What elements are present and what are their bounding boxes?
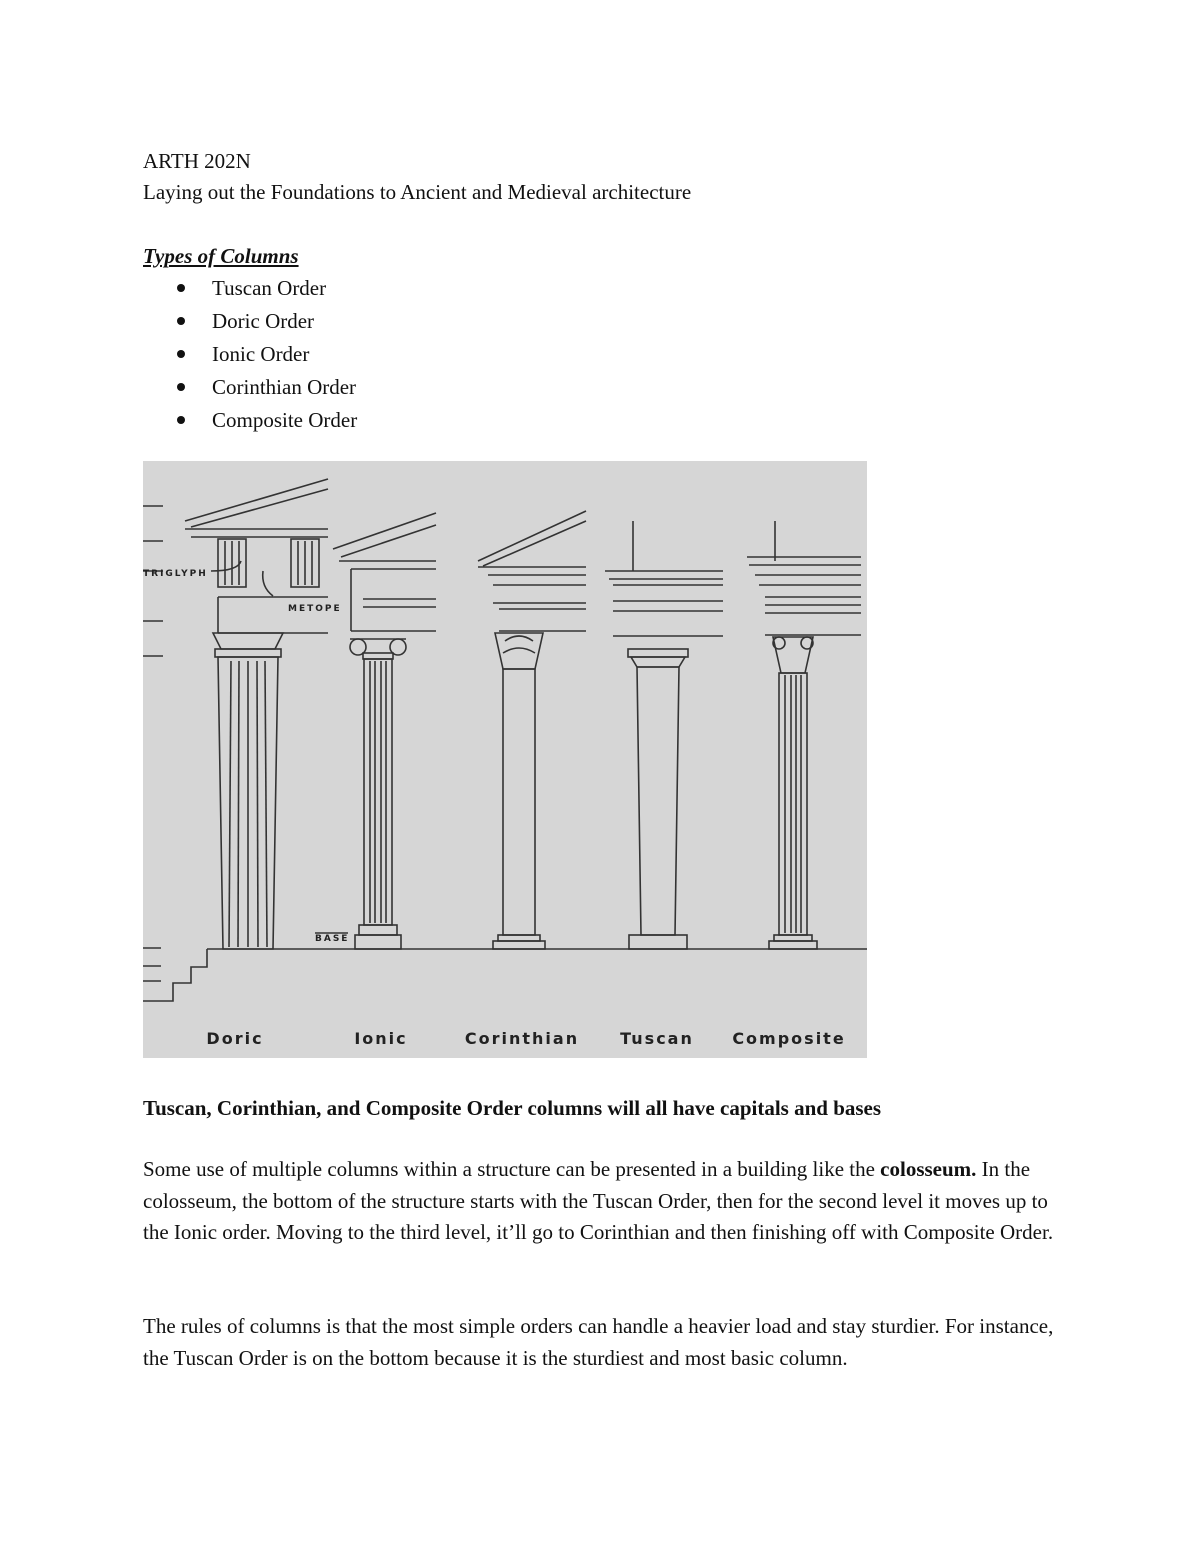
document-subtitle: Laying out the Foundations to Ancient and Medieval architecture <box>143 180 692 204</box>
triglyph-label: TRIGLYPH <box>143 569 208 579</box>
metope-label: METOPE <box>288 604 342 614</box>
list-item: Doric Order <box>143 305 1063 338</box>
bullet-icon <box>177 383 185 391</box>
bullet-icon <box>177 350 185 358</box>
figure-caption: Tuscan, Corinthian, and Composite Order columns will all have capitals and bases <box>143 1096 882 1120</box>
column-orders-figure <box>143 461 867 1058</box>
list-item: Composite Order <box>143 404 1063 437</box>
bullet-icon <box>177 284 185 292</box>
list-item: Tuscan Order <box>143 272 1063 305</box>
column-name-doric: Doric <box>206 1029 264 1048</box>
course-code: ARTH 202N <box>143 149 251 173</box>
paragraph-colosseum: Some use of multiple columns within a structure can be presented in a building like the colosseum. In the colosseum, the bottom of the structure starts with the Tuscan Order, then for the second level it moves up to the Ionic order. Moving to the third level, it’ll go to Corinthian and then finishing off with Composite Order. <box>143 1157 1054 1244</box>
bullet-icon <box>177 416 185 424</box>
orders-list <box>143 272 1063 437</box>
list-item: Corinthian Order <box>143 371 1063 404</box>
column-orders-illustration <box>143 461 867 1058</box>
column-name-composite: Composite <box>732 1029 846 1048</box>
column-name-ionic: Ionic <box>354 1029 408 1048</box>
column-name-tuscan: Tuscan <box>620 1029 694 1048</box>
list-item: Ionic Order <box>143 338 1063 371</box>
bullet-icon <box>177 317 185 325</box>
paragraph-rules: The rules of columns is that the most simple orders can handle a heavier load and stay sturdier. For instance, the Tuscan Order is on the bottom because it is the sturdiest and most basic column. <box>143 1314 1054 1370</box>
document-header <box>143 146 1063 437</box>
colosseum-term: colosseum. <box>880 1157 977 1181</box>
base-label: BASE <box>315 934 350 944</box>
column-name-corinthian: Corinthian <box>464 1029 580 1048</box>
section-heading: Types of Columns <box>143 244 299 268</box>
